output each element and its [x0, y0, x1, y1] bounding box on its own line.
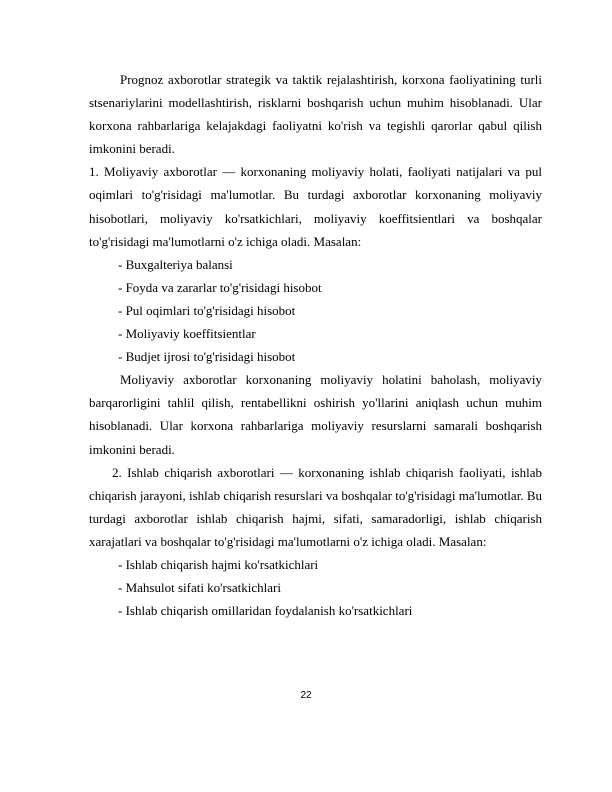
page-number: 22 — [300, 690, 312, 701]
section1-paragraph: 1. Moliyaviy axborotlar — korxonaning moliyaviy holati, faoliyati natijalari va pul oqimlari to'g'risidagi ma'lumotlar. Bu turdagi axborotlar korxonaning moliyaviy hisobotlari, moliyaviy ko'rsatkichlari, moliyaviy koeffitsientlari va boshqalar to'g'risidagi ma'lumotlarni o'z ichiga oladi. Masalan: — [89, 164, 542, 249]
list-item: - Mahsulot sifati ko'rsatkichlari — [118, 580, 282, 596]
section2-list — [89, 553, 542, 622]
section1-summary-paragraph: Moliyaviy axborotlar korxonaning moliyaviy holatini baholash, moliyaviy barqarorligini tahlil qilish, rentabellikni oshirish yo'llarini aniqlash uchun muhim hisoblanadi. Ular korxona rahbarlariga moliyaviy resurslarni samarali boshqarish imkonini beradi. — [89, 372, 542, 457]
intro-paragraph: Prognoz axborotlar strategik va taktik rejalashtirish, korxona faoliyatining turli stsenariylarini modellashtirish, risklarni boshqarish uchun muhim hisoblanadi. Ular korxona rahbarlariga kelajakdagi faoliyatni ko'rish va tegishli qarorlar qabul qilish imkonini beradi. — [89, 72, 542, 157]
list-item: - Buxgalteriya balansi — [118, 256, 233, 272]
list-item: - Ishlab chiqarish hajmi ko'rsatkichlari — [118, 556, 319, 572]
section1-list — [89, 253, 542, 368]
list-item: - Moliyaviy koeffitsientlar — [118, 326, 256, 342]
list-item: - Ishlab chiqarish omillaridan foydalanish ko'rsatkichlari — [118, 603, 413, 619]
list-item: - Budjet ijrosi to'g'risidagi hisobot — [118, 349, 296, 365]
list-item: - Foyda va zararlar to'g'risidagi hisobot — [118, 279, 322, 295]
list-item: - Pul oqimlari to'g'risidagi hisobot — [118, 302, 296, 318]
document-page — [89, 68, 542, 622]
section2-paragraph: 2. Ishlab chiqarish axborotlari — korxonaning ishlab chiqarish faoliyati, ishlab chiqarish jarayoni, ishlab chiqarish resurslari va boshqalar to'g'risidagi ma'lumotlar. Bu turdagi axborotlar ishlab chiqarish hajmi, sifati, samaradorligi, ishlab chiqarish xarajatlari va boshqalar to'g'risidagi ma'lumotlarni o'z ichiga oladi. Masalan: — [89, 464, 542, 549]
